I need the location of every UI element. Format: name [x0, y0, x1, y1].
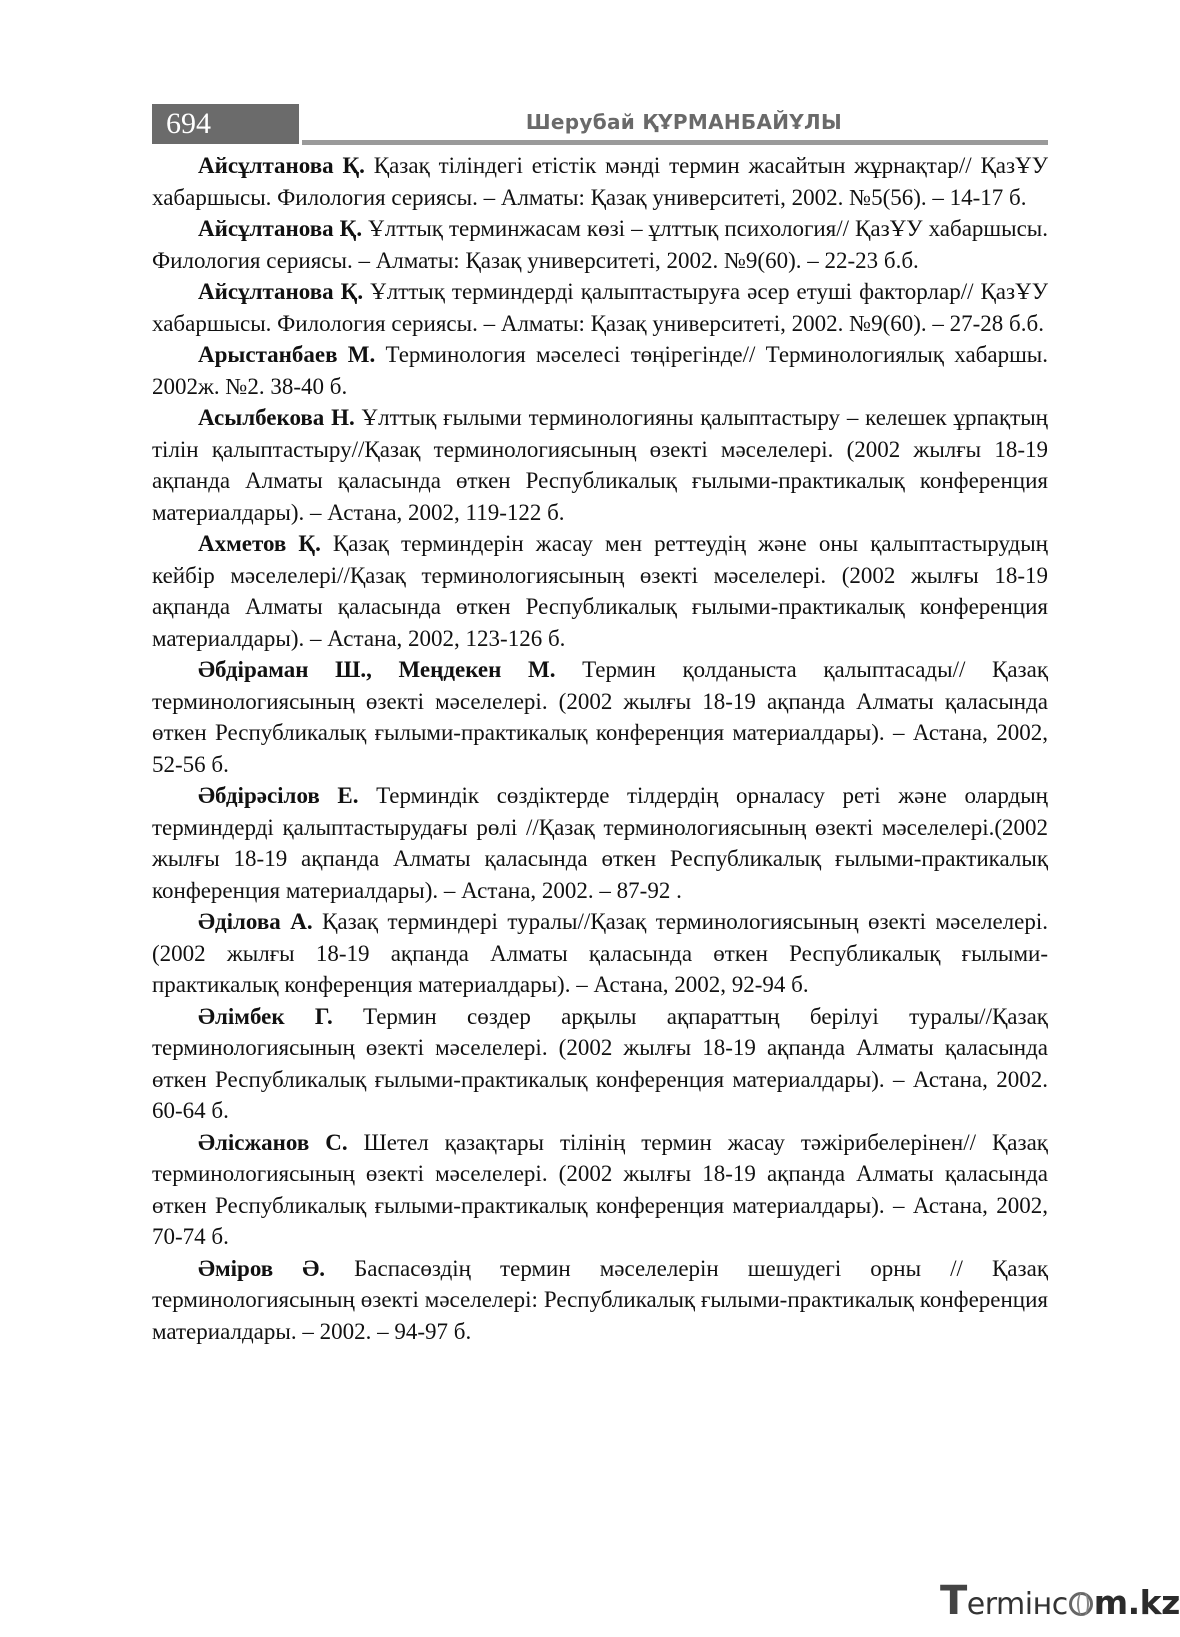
entry-text: Терминдік сөздіктерде тілдердің орналасу реті және олардың терминдерді қалыптастырудағы рөлі //Қазақ терминологиясының өзекті мәселелері.(2002 жылғы 18-19 ақпанда Алматы қаласында өткен Республикалық ғылыми-практикалық конференция материалдары). – Астана, 2002. – 87-92 .: [152, 783, 1048, 903]
bibliography-entry: [152, 654, 1048, 780]
bibliography-entry: [152, 402, 1048, 528]
entry-author: Әділова А.: [198, 909, 313, 934]
bibliography-entry: [152, 780, 1048, 906]
entry-text: Терминология мәселесі төңірегінде// Терминологиялық хабаршы. 2002ж. №2. 38-40 б.: [152, 342, 1048, 399]
entry-author: Әміров Ә.: [198, 1255, 325, 1281]
running-title: Шерубай ҚҰРМАНБАЙҰЛЫ: [525, 110, 842, 134]
watermark-domain: m.kz: [1093, 1583, 1180, 1622]
entry-text: Термин сөздер арқылы ақпараттың берілуі туралы//Қазақ терминологиясының өзекті мәселелері. (2002 жылғы 18-19 ақпанда Алматы қаласында өткен Республикалық ғылыми-практикалық конференция материалдары). – Астана, 2002. 60-64 б.: [152, 1003, 1048, 1123]
entry-author: Әлімбек Г.: [198, 1003, 333, 1029]
entry-author: Әбдірәсілов Е.: [198, 783, 359, 808]
entry-text: Қазақ тіліндегі етістік мәнді термин жасайтын жұрнақтар// ҚазҰУ хабаршысы. Филология сериясы. – Алматы: Қазақ университеті, 2002. №5(56). – 14-17 б.: [152, 153, 1048, 210]
entry-text: Ұлттық терминдерді қалыптастыруға әсер етуші факторлар// ҚазҰУ хабаршысы. Филология сериясы. – Алматы: Қазақ университеті, 2002. №9(60). – 27-28 б.б.: [152, 279, 1048, 336]
entry-text: Ұлттық ғылыми терминологияны қалыптастыру – келешек ұрпақтың тілін қалыптастыру//Қазақ терминологиясының өзекті мәселелері. (2002 жылғы 18-19 ақпанда Алматы қаласында өткен Республикалық ғылыми-практикалық конференция материалдары). – Астана, 2002, 119-122 б.: [152, 405, 1048, 525]
bibliography-entry: [152, 339, 1048, 402]
entry-author: Айсұлтанова Қ.: [198, 279, 364, 304]
entry-text: Ұлттық терминжасам көзі – ұлттық психология// ҚазҰУ хабаршысы. Филология сериясы. – Алматы: Қазақ университеті, 2002. №9(60). – 22-23 б.б.: [152, 216, 1048, 273]
entry-text: Қазақ терминдері туралы//Қазақ терминологиясының өзекті мәселелері. (2002 жылғы 18-19 ақпанда Алматы қаласында өткен Республикалық ғылыми-практикалық конференция материалдары). – Астана, 2002, 92-94 б.: [152, 909, 1048, 997]
header-rule: [302, 140, 1048, 145]
bibliography-entry: [152, 150, 1048, 213]
bibliography-entry: [152, 1253, 1048, 1348]
watermark-text: ermінc: [966, 1587, 1068, 1622]
entry-text: Термин қолданыста қалыптасады// Қазақ терминологиясының өзекті мәселелері. (2002 жылғы 18-19 ақпанда Алматы қаласында өткен Республикалық ғылыми-практикалық конференция материалдары). – Астана, 2002, 52-56 б.: [152, 657, 1048, 777]
entry-author: Әлісжанов С.: [198, 1129, 348, 1155]
bibliography-entry: [152, 906, 1048, 1001]
bibliography-entry: [152, 1001, 1048, 1127]
bibliography-entry: [152, 1127, 1048, 1253]
page-header: [152, 104, 1048, 148]
page-number: 694: [152, 104, 299, 144]
termincom-watermark-logo: [940, 1578, 1180, 1624]
entry-author: Әбдіраман Ш., Меңдекен М.: [198, 657, 556, 682]
entry-text: Қазақ терминдерін жасау мен реттеудің және оны қалыптастырудың кейбір мәселелері//Қазақ терминологиясының өзекті мәселелері. (2002 жылғы 18-19 ақпанда Алматы қаласында өткен Республикалық ғылыми-практикалық конференция материалдары). – Астана, 2002, 123-126 б.: [152, 531, 1048, 651]
bibliography-entry: [152, 213, 1048, 276]
bibliography-entry: [152, 528, 1048, 654]
bibliography-list: [152, 150, 1048, 1347]
entry-author: Ахметов Қ.: [198, 531, 321, 556]
entry-author: Айсұлтанова Қ.: [198, 153, 365, 178]
entry-author: Айсұлтанова Қ.: [198, 216, 363, 241]
entry-author: Асылбекова Н.: [198, 405, 355, 430]
globe-icon: [1069, 1592, 1093, 1616]
bibliography-entry: [152, 276, 1048, 339]
entry-text: Баспасөздің термин мәселелерін шешудегі орны // Қазақ терминологиясының өзекті мәселелері: Республикалық ғылыми-практикалық конференция материалдары. – 2002. – 94-97 б.: [152, 1255, 1048, 1344]
entry-text: Шетел қазақтары тілінің термин жасау тәжірибелерінен// Қазақ терминологиясының өзекті мәселелері. (2002 жылғы 18-19 ақпанда Алматы қаласында өткен Республикалық ғылыми-практикалық конференция материалдары). – Астана, 2002, 70-74 б.: [152, 1129, 1048, 1249]
entry-author: Арыстанбаев М.: [198, 342, 376, 367]
watermark-letter: T: [940, 1578, 967, 1624]
